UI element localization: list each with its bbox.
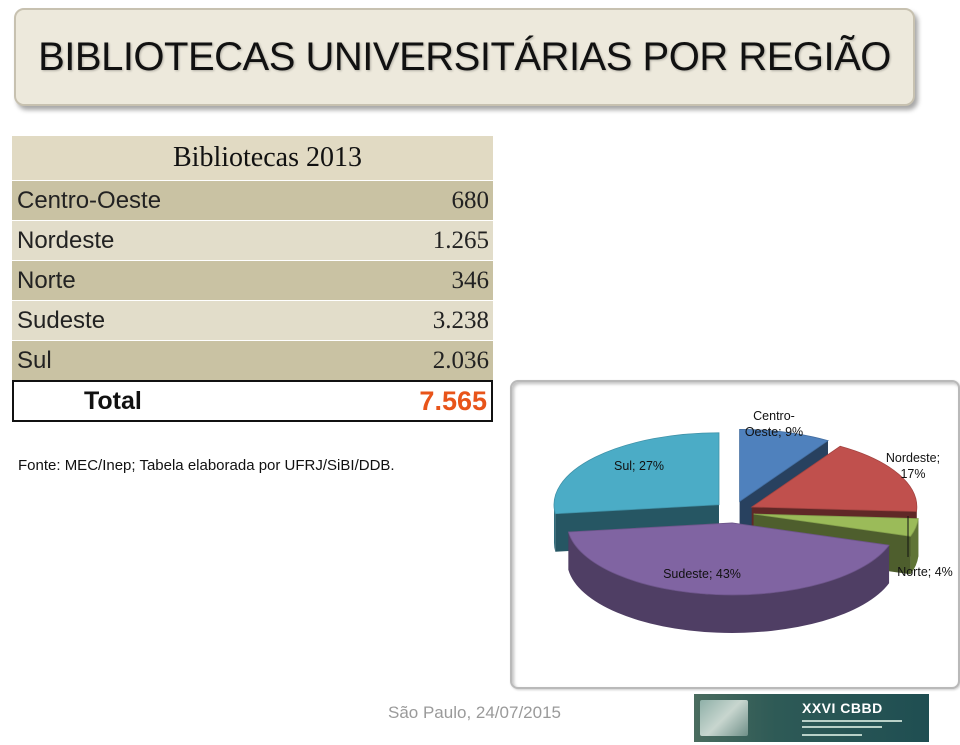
table-row: [12, 220, 493, 260]
footer-date: São Paulo, 24/07/2015: [388, 703, 561, 722]
pie-slice-label: Sudeste; 43%: [663, 567, 741, 581]
pie-slice-label: Sul; 27%: [613, 459, 665, 473]
region-label: Nordeste: [17, 226, 115, 254]
region-value: 346: [451, 266, 489, 294]
pie-slice-label: Norte; 4%: [897, 565, 953, 579]
logo-line: [802, 720, 902, 722]
region-label: Centro-Oeste: [17, 186, 162, 214]
logo-image: [700, 700, 748, 736]
region-label: Norte: [17, 266, 76, 294]
table-row: [12, 340, 493, 380]
region-label: Sul: [17, 346, 52, 374]
libraries-table: [12, 136, 493, 422]
page-title: BIBLIOTECAS UNIVERSITÁRIAS POR REGIÃO: [38, 34, 891, 79]
table-row: [12, 300, 493, 340]
region-value: 3.238: [432, 306, 489, 334]
region-value: 2.036: [432, 346, 489, 374]
total-value: 7.565: [419, 385, 487, 416]
event-logo: [694, 694, 929, 742]
total-row: [12, 380, 493, 422]
total-label: Total: [84, 386, 142, 415]
pie-slice: [554, 433, 719, 514]
pie-chart-svg: [512, 382, 958, 687]
region-label: Sudeste: [17, 306, 106, 334]
logo-title: XXVI CBBD: [802, 700, 883, 716]
pie-slice-label: Nordeste; 17%: [885, 451, 941, 481]
region-value: 1.265: [432, 226, 489, 254]
pie-slices: [554, 429, 918, 633]
table-header: [12, 136, 493, 180]
pie-chart: [510, 380, 960, 689]
region-value: 680: [451, 186, 489, 214]
pie-slice-label: Centro-Oeste; 9%: [744, 409, 804, 439]
source-note: Fonte: MEC/Inep; Tabela elaborada por UFRJ/SiBI/DDB.: [18, 457, 395, 474]
logo-line: [802, 726, 882, 728]
logo-line: [802, 734, 862, 736]
table-row: [12, 180, 493, 220]
title-banner: [14, 8, 915, 106]
table-header-label: Bibliotecas 2013: [173, 142, 362, 173]
table-row: [12, 260, 493, 300]
